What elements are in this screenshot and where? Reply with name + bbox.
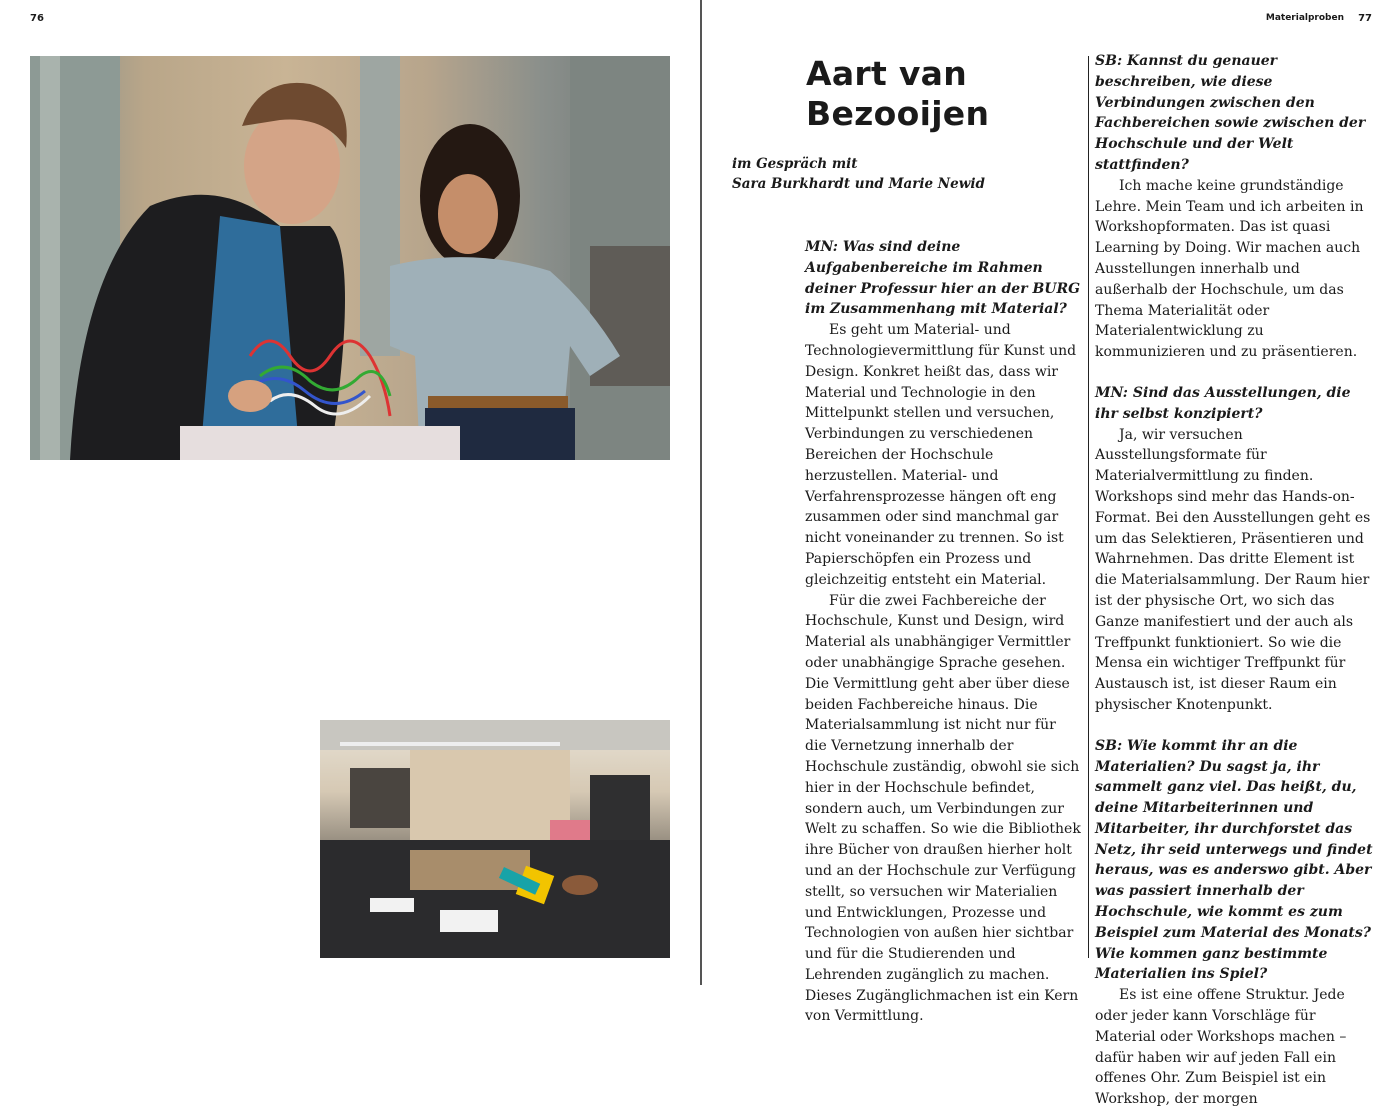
title-line-1: Aart van (806, 54, 968, 93)
answer-1-paragraph-1: Es geht um Material- und Technologievermittlung für Kunst und Design. Konkret heißt das, dass wir Material und Technologie in den Mittelpunkt stellen und versuchen, Verbindungen zu verschiedenen Bereichen der Hochschule herzustellen. Material- und Verfahrensprozesse hängen oft eng zusammen oder sind manchmal gar nicht voneinander zu trennen. So ist Papierschöpfen ein Prozess und gleichzeitig entsteht ein Material. (805, 322, 1077, 588)
left-page (0, 0, 700, 985)
subtitle-line-1: im Gespräch mit (732, 156, 858, 172)
article-title (806, 54, 989, 134)
column-divider (1088, 56, 1089, 958)
photo-illustration (320, 720, 670, 958)
article-subtitle (732, 154, 1032, 194)
question-3: MN: Sind das Ausstellungen, die ihr selbst konzipiert? (1095, 384, 1351, 422)
text-column-2 (1095, 51, 1375, 1110)
question-4: SB: Wie kommt ihr an die Materialien? Du sagst ja, ihr sammelt ganz viel. Das heißt, du, deine Mitarbeiterinnen und Mitarbeiter, ihr durchforstet das Netz, ihr seid unterwegs und findet heraus, was es anderswo gibt. Aber was passiert innerhalb der Hochschule, wie kommt es zum Beispiel zum Material des Monats? Wie kommen ganz bestimmte Materialien ins Spiel? (1095, 737, 1373, 983)
text-column-1 (805, 237, 1081, 1027)
title-line-2: Bezooijen (806, 94, 990, 133)
question-2: SB: Kannst du genauer beschreiben, wie diese Verbindungen zwischen den Fachbereichen sowie zwischen der Hochschule und der Welt stattfinden? (1095, 53, 1366, 173)
answer-2: Ich mache keine grundständige Lehre. Mein Team und ich arbeiten in Workshopformaten. Das ist quasi Learning by Doing. Wir machen auch Ausstellungen innerhalb und außerhalb der Hochschule, um das Thema Materialität oder Materialentwicklung zu kommunizieren und zu präsentieren. (1095, 177, 1364, 361)
photo-material-collection (320, 720, 670, 958)
answer-3: Ja, wir versuchen Ausstellungsformate für Materialvermittlung zu finden. Workshops sind mehr das Hands-on-Format. Bei den Ausstellungen geht es um das Selektieren, Präsentieren und Wahrnehmen. Das dritte Element ist die Materialsammlung. Der Raum hier ist der physische Ort, wo sich das Ganze manifestiert und der auch als Treffpunkt funktioniert. So wie die Mensa ein wichtiger Treffpunkt für Austausch ist, ist dieser Raum ein physischer Knotenpunkt. (1095, 426, 1371, 713)
subtitle-line-2: Sara Burkhardt und Marie Newid (732, 176, 985, 192)
answer-1-paragraph-2: Für die zwei Fachbereiche der Hochschule, Kunst und Design, wird Material als unabhängiger Vermittler oder unabhängige Sprache gesehen. Die Vermittlung geht aber über diese beiden Fachbereiche hinaus. Die Materialsammlung ist nicht nur für die Vernetzung innerhalb der Hochschule zuständig, obwohl sie sich hier in der Hochschule befindet, sondern auch, um Verbindungen zur Welt zu schaffen. So wie die Bibliothek ihre Bücher von draußen hierher holt und an der Hochschule zur Verfügung stellt, so versuchen wir Materialien und Entwicklungen, Prozesse und Technologien von außen hier sichtbar und für die Studierenden und Lehrenden zugänglich zu machen. Dieses Zugänglichmachen ist ein Kern von Vermittlung. (805, 592, 1081, 1025)
question-1: MN: Was sind deine Aufgabenbereiche im Rahmen deiner Professur hier an der BURG im Zusammenhang mit Material? (805, 239, 1081, 318)
photo-illustration (30, 56, 670, 460)
page-number-right: 77 (1358, 13, 1372, 24)
answer-4: Es ist eine offene Struktur. Jede oder jeder kann Vorschläge für Material oder Workshops machen – dafür haben wir auf jeden Fall ein offenes Ohr. Zum Beispiel ist ein Workshop, der morgen (1095, 987, 1347, 1108)
running-head: Materialproben (1265, 13, 1344, 23)
right-page (702, 0, 1400, 1108)
page-number-left: 76 (30, 13, 44, 24)
photo-people-examining-cables (30, 56, 670, 460)
